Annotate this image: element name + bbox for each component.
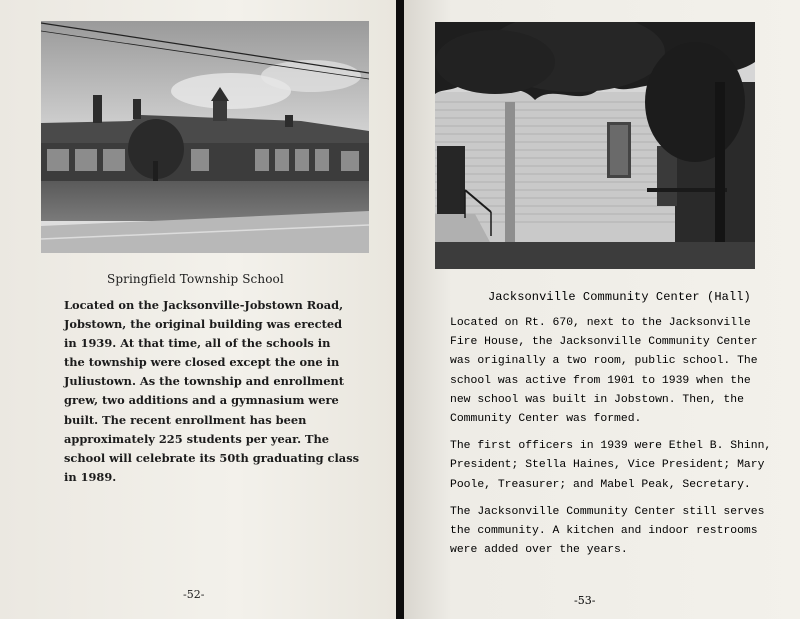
text-line: the township were closed except the one in xyxy=(64,355,340,370)
left-page xyxy=(0,0,396,619)
text-line: the community. A kitchen and indoor restrooms xyxy=(450,525,758,538)
text-line: were added over the years. xyxy=(450,544,628,557)
text-line: Fire House, the Jacksonville Community Center xyxy=(450,336,758,349)
school-photo xyxy=(41,21,369,253)
text-line: in 1989. xyxy=(64,469,117,484)
text-line: approximately 225 students per year. The xyxy=(64,431,330,446)
right-body-text xyxy=(450,314,772,568)
text-line: was originally a two room, public school. The xyxy=(450,355,758,368)
text-line: Jobstown, the original building was erected xyxy=(64,317,343,332)
text-line: Located on the Jacksonville-Jobstown Road, xyxy=(64,298,344,312)
text-line: Juliustown. As the township and enrollment xyxy=(64,374,344,389)
text-line: Community Center was formed. xyxy=(450,413,642,426)
paragraph xyxy=(450,437,772,495)
book-gutter xyxy=(396,0,404,619)
text-line: The Jacksonville Community Center still serves xyxy=(450,505,765,518)
text-line: school was active from 1901 to 1939 when the xyxy=(450,374,751,387)
text-line: Located on Rt. 670, next to the Jacksonville xyxy=(450,317,751,329)
text-line: new school was built in Jobstown. Then, the xyxy=(450,393,744,406)
right-photo-caption: Jacksonville Community Center (Hall) xyxy=(488,290,751,304)
text-line: school will celebrate its 50th graduating class xyxy=(64,450,360,465)
paragraph xyxy=(450,314,758,429)
left-photo-caption: Springfield Township School xyxy=(107,272,284,286)
text-line: Poole, Treasurer; and Mabel Peak, Secretary. xyxy=(450,478,751,491)
paragraph xyxy=(450,503,765,561)
left-body-text xyxy=(64,296,364,487)
school-building-image xyxy=(41,21,369,253)
left-page-number: -52- xyxy=(183,588,205,601)
community-center-photo xyxy=(435,22,755,269)
text-line: built. The recent enrollment has been xyxy=(64,412,307,427)
text-line: in 1939. At that time, all of the schools in xyxy=(64,336,331,351)
right-page-number: -53- xyxy=(574,594,596,607)
text-line: grew, two additions and a gymnasium were xyxy=(64,393,339,408)
text-line: President; Stella Haines, Vice President; Mary xyxy=(450,459,765,472)
community-center-image xyxy=(435,22,755,269)
text-line: The first officers in 1939 were Ethel B. Shinn, xyxy=(450,440,772,453)
